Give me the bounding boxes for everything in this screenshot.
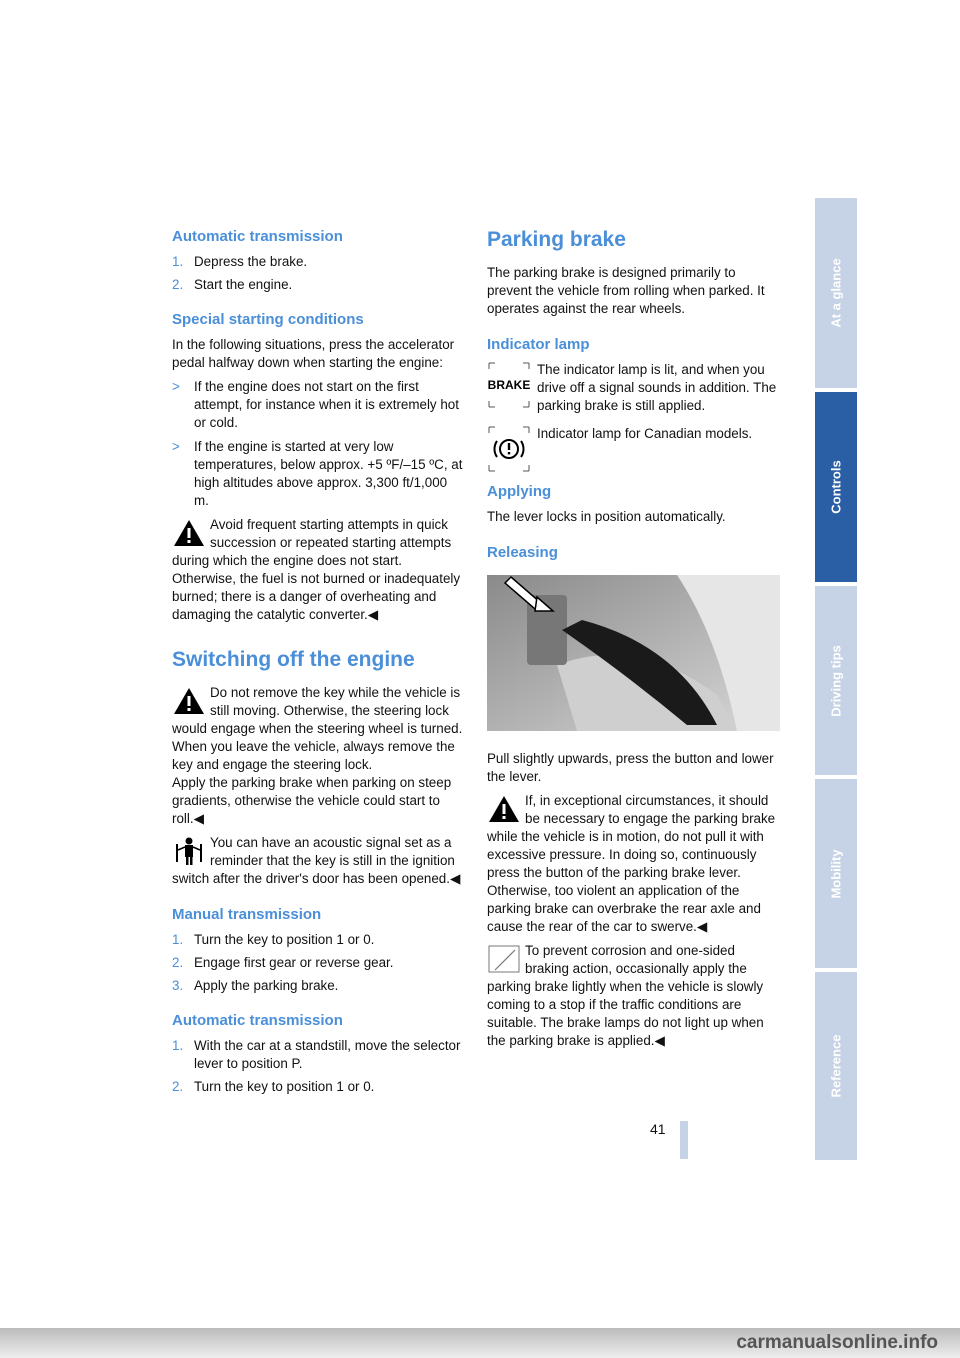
list-item: > If the engine does not start on the first attempt, for instance when it is extremely hot or cold.: [172, 379, 459, 430]
brake-indicator-icon: [487, 361, 537, 409]
tab-mobility[interactable]: Mobility: [815, 779, 857, 968]
releasing-heading: Releasing: [487, 544, 558, 561]
list-item: 2. Engage first gear or reverse gear.: [172, 955, 394, 970]
warning-note: Do not remove the key while the vehicle is still moving. Otherwise, the steering lock would engage when the steering wheel is turned. When you leave the vehicle, always remove the key and engage the steering lock. Apply the parking brake when parking on steep gradients, otherwise the vehicle could start to roll.◀: [172, 685, 463, 826]
tab-at-a-glance[interactable]: At a glance: [815, 198, 857, 388]
tab-controls[interactable]: Controls: [815, 392, 857, 582]
auto-transmission-heading-2: Automatic transmission: [172, 1012, 343, 1029]
warning-icon: [172, 686, 206, 716]
paragraph: Pull slightly upwards, press the button and lower the lever.: [487, 751, 774, 784]
auto-transmission-heading: Automatic transmission: [172, 228, 343, 245]
tab-reference[interactable]: Reference: [815, 972, 857, 1160]
right-column: [487, 228, 780, 1056]
paragraph: The parking brake is designed primarily to prevent the vehicle from rolling when parked. It operates against the rear wheels.: [487, 265, 765, 316]
tip-checkmark-icon: [487, 944, 521, 974]
footer-watermark: [0, 1328, 960, 1358]
manual-transmission-heading: Manual transmission: [172, 906, 322, 923]
list-item: 3. Apply the parking brake.: [172, 978, 339, 993]
left-column: [172, 228, 464, 1101]
brake-warning-circle-icon: [487, 425, 537, 473]
section-tabs: [815, 198, 857, 1160]
list-item: > If the engine is started at very low temperatures, below approx. +5 ºF/–15 ºC, at high altitudes above approx. 3,300 ft/1,000 m.: [172, 439, 463, 508]
list-item: 2. Turn the key to position 1 or 0.: [172, 1079, 375, 1094]
switching-off-heading: Switching off the engine: [172, 648, 415, 671]
applying-heading: Applying: [487, 483, 552, 500]
page-number: 41: [650, 1121, 666, 1137]
list-item: 1. Depress the brake.: [172, 254, 308, 269]
parking-brake-lever-photo: [487, 575, 780, 731]
warning-note: If, in exceptional circumstances, it should be necessary to engage the parking brake while the vehicle is in motion, do not pull it with excessive pressure. In doing so, continuously press the button of the parking brake lever. Otherwise, too violent an application of the parking brake can overbrake the rear axle and cause the rear of the car to swerve.◀: [487, 793, 776, 934]
paragraph: The lever locks in position automatically.: [487, 509, 726, 524]
list-item: 1. With the car at a standstill, move the selector lever to position P.: [172, 1038, 461, 1071]
warning-note: Avoid frequent starting attempts in quick succession or repeated starting attempts during which the engine does not start. Otherwise, the fuel is not burned or inadequately burned; there is a danger of overheating and damaging the catalytic converter.◀: [172, 517, 461, 622]
warning-icon: [487, 794, 521, 824]
mechanic-icon: [172, 836, 206, 866]
tip-note: To prevent corrosion and one-sided braking action, occasionally apply the parking brake lightly when the vehicle is slowly coming to a stop if the traffic conditions are suitable. The brake lamps do not light up when the parking brake is applied.◀: [487, 943, 764, 1048]
paragraph: In the following situations, press the accelerator pedal halfway down when starting the engine:: [172, 337, 455, 370]
special-conditions-heading: Special starting conditions: [172, 311, 364, 328]
list-item: 1. Turn the key to position 1 or 0.: [172, 932, 375, 947]
parking-brake-heading: Parking brake: [487, 228, 626, 251]
watermark-text: carmanualsonline.info: [736, 1332, 938, 1353]
page-number-bar: [680, 1121, 688, 1159]
indicator-row: Indicator lamp for Canadian models.: [487, 425, 780, 473]
list-item: 2. Start the engine.: [172, 277, 293, 292]
indicator-lamp-heading: Indicator lamp: [487, 336, 590, 353]
tab-driving-tips[interactable]: Driving tips: [815, 586, 857, 775]
service-note: You can have an acoustic signal set as a reminder that the key is still in the ignition switch after the driver's door has been opened.◀: [172, 835, 461, 886]
indicator-row: BRAKE The indicator lamp is lit, and when you drive off a signal sounds in addition. The parking brake is still applied.: [487, 362, 777, 413]
svg-text:BRAKE: BRAKE: [487, 378, 531, 392]
warning-icon: [172, 518, 206, 548]
